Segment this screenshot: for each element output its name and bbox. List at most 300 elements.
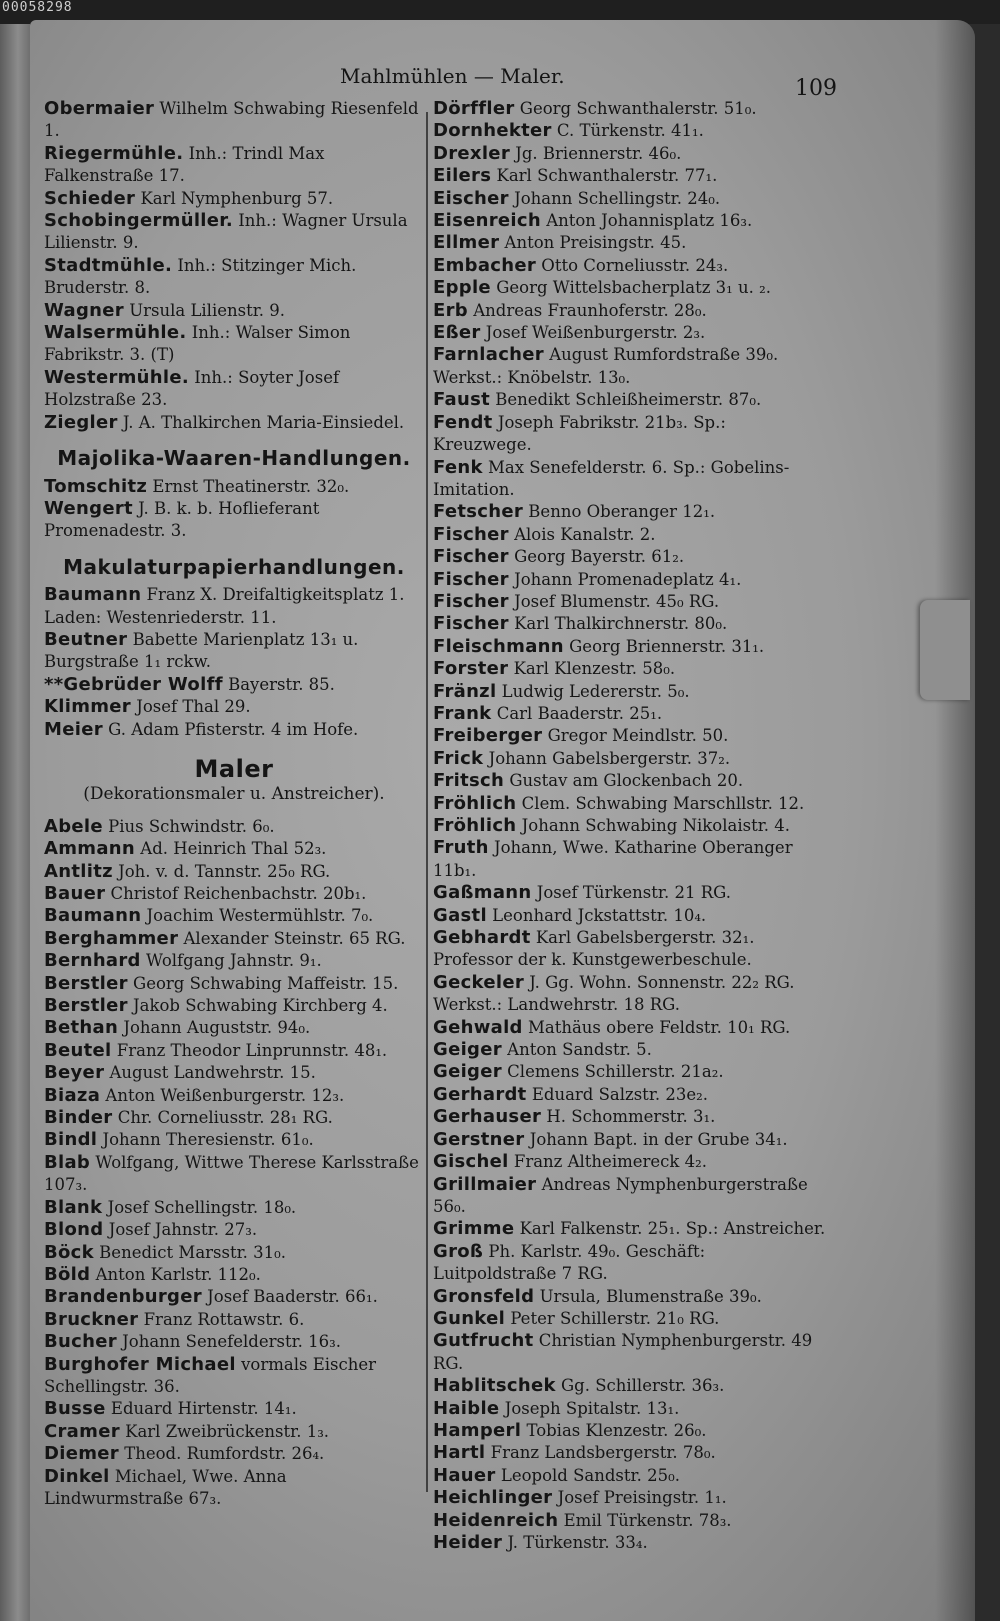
entry-name: Gronsfeld	[433, 1285, 535, 1307]
left-column	[44, 98, 424, 1510]
directory-entry	[44, 322, 424, 367]
entry-name: Forster	[433, 658, 509, 680]
scan-code: 00058298	[2, 0, 73, 15]
directory-entry	[44, 1242, 424, 1264]
directory-entry	[433, 1375, 828, 1397]
entry-name: Stadtmühle.	[44, 254, 173, 276]
directory-entry	[433, 412, 828, 457]
entry-name: Abele	[44, 815, 103, 837]
entry-name: Ellmer	[433, 232, 500, 254]
entry-name: Fritsch	[433, 770, 505, 792]
entry-name: Frick	[433, 747, 484, 769]
entry-details: Pius Schwindstr. 6₀.	[102, 816, 275, 836]
directory-entry	[433, 300, 828, 322]
entry-details: Leonhard Jckstattstr. 10₄.	[486, 905, 707, 925]
entry-name: Gehwald	[433, 1016, 523, 1038]
directory-entry	[433, 210, 828, 232]
entry-details: Karl Thalkirchnerstr. 80₀.	[508, 614, 728, 634]
entry-name: Antlitz	[44, 860, 113, 882]
entry-details: Gregor Meindlstr. 50.	[542, 726, 729, 746]
entry-details: Christof Reichenbachstr. 20b₁.	[105, 884, 367, 903]
entry-name: Gerstner	[433, 1128, 525, 1150]
directory-entry	[433, 188, 828, 210]
entry-details: Christian Nymphenburgerstr. 49 RG.	[433, 1331, 813, 1373]
directory-entry	[44, 629, 424, 674]
directory-entry	[433, 120, 828, 142]
makulatur-heading: Makulaturpapierhandlungen.	[63, 554, 405, 579]
page-number: 109	[795, 76, 837, 101]
directory-entry	[44, 719, 424, 741]
directory-entry	[433, 591, 828, 613]
entry-details: Chr. Corneliusstr. 28₁ RG.	[112, 1108, 333, 1128]
directory-entry	[433, 1510, 828, 1532]
directory-entry	[44, 1421, 424, 1443]
entry-details: Otto Corneliusstr. 24₃.	[536, 255, 729, 275]
directory-entry	[44, 883, 424, 905]
entry-details: Anton Johannisplatz 16₃.	[540, 211, 753, 231]
entry-name: Hauer	[433, 1464, 496, 1486]
entry-details: Inh.: Walser Simon Fabrikstr. 3. (T)	[44, 323, 351, 365]
directory-entry	[44, 1398, 424, 1420]
entry-name: Dörffler	[433, 98, 515, 119]
entry-name: Eisenreich	[433, 210, 541, 232]
entry-details: Benedikt Schleißheimerstr. 87₀.	[490, 390, 762, 410]
entry-details: Eduard Hirtenstr. 14₁.	[105, 1399, 297, 1419]
entry-name: Fischer	[433, 546, 509, 568]
entry-details: Ursula Lilienstr. 9.	[123, 300, 286, 320]
directory-entry	[44, 1466, 424, 1511]
entry-details: Babette Marienplatz 13₁ u. Burgstraße 1₁ rckw.	[44, 629, 359, 672]
entry-details: Mathäus obere Feldstr. 10₁ RG.	[522, 1017, 791, 1037]
directory-entry	[433, 1442, 828, 1464]
entry-name: Gastl	[433, 904, 487, 926]
directory-entry	[433, 98, 828, 120]
directory-entry	[433, 1241, 828, 1286]
running-title: Mahlmühlen — Maler.	[340, 64, 565, 88]
entry-name: Bernhard	[44, 950, 141, 972]
directory-entry	[433, 1420, 828, 1442]
directory-entry	[44, 98, 424, 143]
entry-name: Baumann	[44, 905, 142, 927]
entry-name: Cramer	[44, 1420, 120, 1442]
directory-entry	[44, 1085, 424, 1107]
entry-details: Joh. v. d. Tannstr. 25₀ RG.	[112, 861, 331, 881]
directory-entry	[44, 1219, 424, 1241]
directory-entry	[44, 696, 424, 718]
makulatur-list	[44, 584, 424, 741]
entry-name: Baumann	[44, 584, 142, 606]
entry-name: Heider	[433, 1532, 503, 1553]
directory-entry	[433, 1330, 828, 1375]
entry-name: Diemer	[44, 1443, 119, 1465]
directory-entry	[433, 1084, 828, 1106]
entry-details: Ursula, Blumenstraße 39₀.	[534, 1286, 762, 1306]
directory-entry	[44, 674, 424, 696]
entry-details: Josef Thal 29.	[131, 697, 251, 717]
entry-details: Georg Schwabing Maffeistr. 15.	[127, 973, 399, 993]
directory-entry	[433, 1487, 828, 1509]
entry-name: Bindl	[44, 1129, 98, 1151]
right-column	[433, 98, 828, 1554]
entry-name: Fetscher	[433, 501, 524, 523]
entry-details: Clemens Schillerstr. 21a₂.	[501, 1062, 724, 1082]
directory-entry	[44, 950, 424, 972]
entry-name: Hartl	[433, 1442, 486, 1464]
entry-name: Blank	[44, 1196, 103, 1218]
directory-entry	[433, 389, 828, 411]
entry-name: Schobingermüller.	[44, 210, 234, 232]
directory-entry	[433, 1061, 828, 1083]
entry-name: Ammann	[44, 838, 136, 860]
entry-details: Karl Zweibrückenstr. 1₃.	[119, 1421, 330, 1441]
directory-entry	[44, 143, 424, 188]
directory-entry	[44, 1129, 424, 1151]
entry-details: Johann Theresienstr. 61₀.	[97, 1130, 314, 1150]
directory-entry	[44, 412, 424, 434]
entry-details: Johann Auguststr. 94₀.	[118, 1018, 311, 1038]
directory-entry	[433, 1308, 828, 1330]
entry-details: Johann, Wwe. Katharine Oberanger 11b₁.	[433, 838, 793, 880]
directory-entry	[44, 1152, 424, 1197]
entry-name: Binder	[44, 1107, 113, 1129]
entry-name: Blab	[44, 1151, 91, 1173]
entry-details: Wolfgang Jahnstr. 9₁.	[140, 951, 322, 971]
directory-entry	[44, 1040, 424, 1062]
directory-entry	[433, 1398, 828, 1420]
entry-details: Georg Bayerstr. 61₂.	[508, 547, 685, 567]
maler-list-continued	[433, 98, 828, 1554]
entry-details: Max Senefelderstr. 6. Sp.: Gobelins-Imitation.	[433, 457, 790, 499]
directory-entry	[433, 1017, 828, 1039]
entry-details: Ph. Karlstr. 49₀. Geschäft: Luitpoldstraße 7 RG.	[433, 1241, 706, 1284]
entry-name: Fruth	[433, 837, 489, 859]
directory-entry	[44, 188, 424, 210]
entry-name: Haible	[433, 1397, 500, 1419]
entry-details: Franz Landsbergerstr. 78₀.	[485, 1443, 716, 1463]
entry-details: Alois Kanalstr. 2.	[508, 524, 656, 544]
entry-details: Inh.: Trindl Max Falkenstraße 17.	[44, 143, 325, 186]
majolika-list	[44, 476, 424, 543]
entry-details: Karl Klenzestr. 58₀.	[508, 659, 676, 679]
entry-details: August Landwehrstr. 15.	[104, 1063, 316, 1083]
directory-entry	[433, 1532, 828, 1554]
entry-details: Inh.: Wagner Ursula Lilienstr. 9.	[44, 211, 408, 253]
directory-entry	[433, 770, 828, 792]
entry-details: Benno Oberanger 12₁.	[523, 502, 716, 522]
entry-name: Busse	[44, 1398, 106, 1420]
entry-name: Heidenreich	[433, 1509, 559, 1531]
entry-details: Karl Nymphenburg 57.	[135, 188, 334, 208]
entry-name: Gerhardt	[433, 1083, 527, 1105]
entry-details: J. A. Thalkirchen Maria-Einsiedel.	[117, 412, 405, 432]
entry-details: Emil Türkenstr. 78₃.	[558, 1510, 732, 1530]
entry-name: Wengert	[44, 497, 133, 519]
majolika-heading: Majolika-Waaren-Handlungen.	[57, 446, 411, 471]
directory-entry	[433, 703, 828, 725]
entry-details: Johann Bapt. in der Grube 34₁.	[524, 1129, 788, 1149]
entry-details: August Rumfordstraße 39₀. Werkst.: Knöbelstr. 13₀.	[433, 345, 779, 387]
directory-entry	[433, 165, 828, 187]
entry-name: Berghammer	[44, 927, 179, 949]
directory-entry	[433, 277, 828, 299]
entry-details: Leopold Sandstr. 25₀.	[495, 1465, 680, 1485]
page-tab	[920, 600, 970, 700]
maler-list	[44, 816, 424, 1511]
entry-details: Ernst Theatinerstr. 32₀.	[147, 476, 350, 496]
entry-details: Peter Schillerstr. 21₀ RG.	[505, 1308, 720, 1328]
entry-details: Bayerstr. 85.	[222, 674, 335, 694]
entry-name: Eischer	[433, 187, 509, 209]
entry-details: Karl Schwanthalerstr. 77₁.	[491, 166, 718, 186]
entry-name: Tomschitz	[44, 475, 148, 497]
directory-entry	[433, 905, 828, 927]
entry-details: Wolfgang, Wittwe Therese Karlsstraße 107₃.	[44, 1152, 419, 1195]
entry-name: Schieder	[44, 187, 136, 209]
entry-details: Johann Promenadeplatz 4₁.	[508, 569, 742, 589]
entry-details: Johann Schwabing Nikolaistr. 4.	[516, 816, 791, 835]
entry-name: Fränzl	[433, 680, 497, 702]
entry-name: Erb	[433, 299, 468, 321]
directory-entry	[433, 748, 828, 770]
entry-details: Georg Briennerstr. 31₁.	[563, 636, 765, 656]
directory-entry	[433, 972, 828, 1017]
directory-entry	[44, 1264, 424, 1286]
entry-details: Anton Sandstr. 5.	[501, 1040, 652, 1060]
entry-name: Hamperl	[433, 1419, 522, 1441]
entry-name: **Gebrüder Wolff	[44, 673, 223, 695]
entry-name: Farnlacher	[433, 344, 544, 366]
entry-details: Inh.: Soyter Josef Holzstraße 23.	[44, 367, 340, 410]
entry-name: Geiger	[433, 1039, 502, 1061]
entry-name: Epple	[433, 277, 491, 299]
directory-entry	[44, 255, 424, 300]
entry-details: C. Türkenstr. 41₁.	[551, 121, 704, 141]
directory-entry	[433, 344, 828, 389]
entry-details: Karl Gabelsbergerstr. 32₁. Professor der k. Kunstgewerbeschule.	[433, 928, 755, 970]
entry-name: Blond	[44, 1219, 104, 1241]
entry-details: Anton Preisingstr. 45.	[499, 233, 687, 253]
entry-details: Ludwig Ledererstr. 5₀.	[496, 681, 690, 701]
directory-entry	[44, 816, 424, 838]
directory-entry	[433, 1129, 828, 1151]
entry-name: Fleischmann	[433, 635, 564, 657]
entry-name: Fischer	[433, 613, 509, 635]
entry-name: Fenk	[433, 456, 483, 478]
entry-name: Wagner	[44, 299, 124, 321]
directory-entry	[433, 1465, 828, 1487]
entry-name: Ziegler	[44, 411, 118, 433]
entry-name: Geckeler	[433, 971, 525, 993]
directory-entry	[433, 636, 828, 658]
directory-entry	[433, 322, 828, 344]
entry-name: Grillmaier	[433, 1173, 537, 1195]
directory-entry	[433, 815, 828, 837]
entry-details: Karl Falkenstr. 25₁. Sp.: Anstreicher.	[514, 1219, 826, 1239]
entry-name: Böck	[44, 1241, 94, 1263]
directory-entry	[44, 1286, 424, 1308]
entry-name: Fröhlich	[433, 792, 517, 814]
entry-name: Brandenburger	[44, 1286, 202, 1308]
entry-name: Gerhauser	[433, 1106, 542, 1128]
entry-name: Grimme	[433, 1218, 515, 1240]
entry-name: Fröhlich	[433, 815, 517, 836]
directory-entry	[44, 861, 424, 883]
entry-name: Fischer	[433, 523, 509, 545]
maler-heading: Maler	[194, 754, 274, 783]
entry-name: Burghofer Michael	[44, 1353, 236, 1375]
directory-entry	[433, 1286, 828, 1308]
entry-details: Gg. Schillerstr. 36₃.	[555, 1376, 725, 1396]
entry-name: Walsermühle.	[44, 322, 187, 344]
directory-entry	[433, 613, 828, 635]
entry-details: Johann Senefelderstr. 16₃.	[116, 1332, 342, 1352]
directory-entry	[44, 928, 424, 950]
directory-entry	[433, 524, 828, 546]
entry-details: Franz Rottawstr. 6.	[138, 1309, 305, 1329]
directory-entry	[44, 1354, 424, 1399]
directory-entry	[433, 1106, 828, 1128]
directory-entry	[433, 1151, 828, 1173]
mahlmuehlen-list	[44, 98, 424, 434]
entry-details: Michael, Wwe. Anna Lindwurmstraße 67₃.	[44, 1466, 287, 1508]
entry-name: Bruckner	[44, 1308, 139, 1330]
entry-name: Riegermühle.	[44, 142, 184, 164]
entry-details: vormals Eischer Schellingstr. 36.	[44, 1354, 377, 1396]
entry-name: Embacher	[433, 254, 537, 276]
entry-name: Gebhardt	[433, 927, 531, 949]
entry-name: Dinkel	[44, 1465, 110, 1487]
entry-details: J. B. k. b. Hoflieferant Promenadestr. 3.	[44, 498, 320, 541]
directory-entry	[44, 367, 424, 412]
directory-entry	[433, 793, 828, 815]
entry-name: Geiger	[433, 1061, 502, 1083]
entry-name: Beutner	[44, 628, 128, 650]
entry-details: Anton Karlstr. 112₀.	[90, 1264, 261, 1284]
directory-entry	[433, 1039, 828, 1061]
entry-name: Berstler	[44, 972, 128, 994]
entry-details: Jg. Briennerstr. 46₀.	[510, 143, 682, 163]
directory-entry	[44, 1107, 424, 1129]
entry-details: Josef Türkenstr. 21 RG.	[531, 883, 731, 903]
entry-details: Johann Gabelsbergerstr. 37₂.	[483, 748, 731, 768]
entry-name: Faust	[433, 389, 491, 411]
entry-details: Andreas Fraunhoferstr. 28₀.	[467, 300, 707, 320]
directory-entry	[44, 1017, 424, 1039]
column-divider	[426, 112, 428, 1492]
directory-entry	[44, 210, 424, 255]
directory-entry	[44, 1062, 424, 1084]
entry-details: Clem. Schwabing Marschllstr. 12.	[516, 793, 805, 813]
entry-details: Gustav am Glockenbach 20.	[504, 771, 744, 791]
directory-entry	[433, 255, 828, 277]
entry-name: Freiberger	[433, 725, 543, 747]
entry-name: Eilers	[433, 165, 492, 187]
directory-entry	[433, 501, 828, 523]
entry-name: Gischel	[433, 1151, 509, 1173]
entry-details: Franz Altheimereck 4₂.	[508, 1152, 708, 1172]
entry-name: Groß	[433, 1240, 484, 1262]
directory-entry	[433, 882, 828, 904]
entry-details: Joachim Westermühlstr. 7₀.	[141, 906, 374, 926]
entry-name: Fischer	[433, 568, 509, 590]
directory-entry	[433, 232, 828, 254]
entry-name: Gunkel	[433, 1307, 506, 1329]
entry-name: Obermaier	[44, 98, 155, 119]
entry-details: Josef Blumenstr. 45₀ RG.	[508, 591, 720, 611]
directory-entry	[433, 569, 828, 591]
entry-name: Bucher	[44, 1331, 117, 1353]
entry-details: Franz Theodor Linprunnstr. 48₁.	[111, 1040, 388, 1060]
entry-details: Franz X. Dreifaltigkeitsplatz 1. Laden: Westenriederstr. 11.	[44, 585, 405, 627]
entry-details: Josef Schellingstr. 18₀.	[102, 1197, 297, 1217]
directory-entry	[44, 838, 424, 860]
entry-details: Alexander Steinstr. 65 RG.	[178, 928, 406, 948]
previous-page-edge	[0, 24, 30, 1621]
directory-entry	[433, 1218, 828, 1240]
directory-entry	[44, 300, 424, 322]
entry-details: Eduard Salzstr. 23e₂.	[526, 1084, 708, 1104]
entry-details: Georg Wittelsbacherplatz 3₁ u. ₂.	[490, 278, 771, 298]
directory-entry	[433, 681, 828, 703]
directory-entry	[433, 546, 828, 568]
entry-details: Josef Weißenburgerstr. 2₃.	[480, 323, 706, 343]
entry-name: Eßer	[433, 322, 481, 344]
directory-entry	[44, 1443, 424, 1465]
directory-entry	[433, 837, 828, 882]
entry-name: Bethan	[44, 1017, 119, 1039]
entry-name: Gaßmann	[433, 882, 532, 904]
entry-details: J. Türkenstr. 33₄.	[502, 1533, 648, 1552]
entry-name: Bauer	[44, 883, 106, 904]
entry-name: Meier	[44, 718, 103, 740]
entry-name: Dornhekter	[433, 120, 552, 142]
entry-details: Josef Preisingstr. 1₁.	[552, 1488, 727, 1508]
entry-details: Anton Weißenburgerstr. 12₃.	[100, 1085, 345, 1105]
directory-entry	[433, 1174, 828, 1219]
directory-entry	[44, 584, 424, 629]
directory-entry	[433, 927, 828, 972]
entry-details: Josef Jahnstr. 27₃.	[103, 1220, 258, 1240]
directory-entry	[44, 1309, 424, 1331]
entry-name: Böld	[44, 1263, 91, 1285]
directory-entry	[44, 476, 424, 498]
entry-details: Inh.: Stitzinger Mich. Bruderstr. 8.	[44, 255, 357, 298]
entry-name: Hablitschek	[433, 1375, 556, 1397]
maler-subheading: (Dekorationsmaler u. Anstreicher).	[83, 784, 385, 805]
entry-details: Tobias Klenzestr. 26₀.	[521, 1420, 707, 1440]
entry-details: H. Schommerstr. 3₁.	[541, 1107, 716, 1127]
directory-entry	[44, 905, 424, 927]
directory-entry	[433, 143, 828, 165]
entry-details: Benedict Marsstr. 31₀.	[93, 1242, 287, 1262]
page-shadow	[935, 20, 975, 1621]
directory-entry	[44, 995, 424, 1017]
entry-name: Frank	[433, 702, 492, 724]
directory-entry	[433, 658, 828, 680]
entry-details: Johann Schellingstr. 24₀.	[508, 188, 721, 208]
entry-name: Beutel	[44, 1039, 112, 1061]
entry-details: G. Adam Pfisterstr. 4 im Hofe.	[102, 719, 359, 739]
directory-entry	[44, 1331, 424, 1353]
entry-details: Jakob Schwabing Kirchberg 4.	[127, 996, 388, 1016]
entry-details: Ad. Heinrich Thal 52₃.	[135, 839, 327, 859]
directory-entry	[44, 498, 424, 543]
entry-name: Berstler	[44, 995, 128, 1017]
entry-details: J. Gg. Wohn. Sonnenstr. 22₂ RG. Werkst.: Landwehrstr. 18 RG.	[433, 972, 795, 1015]
entry-name: Fischer	[433, 590, 509, 612]
entry-name: Fendt	[433, 411, 493, 433]
entry-details: Josef Baaderstr. 66₁.	[201, 1287, 378, 1307]
